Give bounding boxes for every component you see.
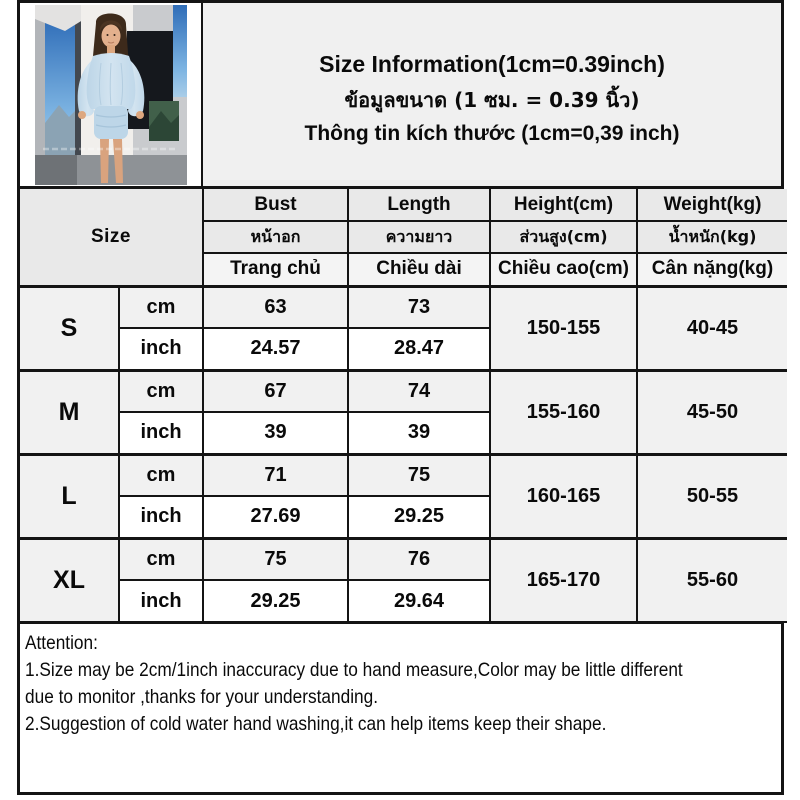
xl-length-inch: 29.64 (348, 580, 490, 622)
col-bust-en: Bust (203, 189, 348, 221)
unit-cm: cm (119, 370, 203, 412)
xl-height-range: 165-170 (490, 538, 637, 622)
size-label-m: M (20, 370, 119, 454)
xl-weight-range: 55-60 (637, 538, 787, 622)
row-xl-cm (20, 538, 787, 580)
title-vietnamese: Thông tin kích thước (1cm=0,39 inch) (304, 122, 680, 145)
m-bust-cm: 67 (203, 370, 348, 412)
xl-bust-cm: 75 (203, 538, 348, 580)
l-height-range: 160-165 (490, 454, 637, 538)
product-photo (20, 3, 203, 186)
l-bust-cm: 71 (203, 454, 348, 496)
m-length-cm: 74 (348, 370, 490, 412)
s-length-cm: 73 (348, 286, 490, 328)
m-height-range: 155-160 (490, 370, 637, 454)
s-height-range: 150-155 (490, 286, 637, 370)
s-weight-range: 40-45 (637, 286, 787, 370)
col-height-th: ส่วนสูง(cm) (490, 221, 637, 253)
s-bust-cm: 63 (203, 286, 348, 328)
l-weight-range: 50-55 (637, 454, 787, 538)
col-weight-th: น้ำหนัก(kg) (637, 221, 787, 253)
unit-inch: inch (119, 328, 203, 370)
attention-line-1: 1.Size may be 2cm/1inch inaccuracy due to hand measure,Color may be little different (25, 659, 683, 681)
unit-cm: cm (119, 454, 203, 496)
size-label-xl: XL (20, 538, 119, 622)
attention-line-3: 2.Suggestion of cold water hand washing,it can help items keep their shape. (25, 713, 607, 735)
l-length-cm: 75 (348, 454, 490, 496)
col-weight-en: Weight(kg) (637, 189, 787, 221)
size-chart-sheet (17, 0, 784, 795)
size-label-l: L (20, 454, 119, 538)
unit-inch: inch (119, 580, 203, 622)
row-l-cm (20, 454, 787, 496)
product-photo-illustration (35, 5, 187, 185)
m-length-inch: 39 (348, 412, 490, 454)
col-bust-vi: Trang chủ (203, 253, 348, 286)
size-label-s: S (20, 286, 119, 370)
s-bust-inch: 24.57 (203, 328, 348, 370)
m-bust-inch: 39 (203, 412, 348, 454)
row-s-cm (20, 286, 787, 328)
m-weight-range: 45-50 (637, 370, 787, 454)
unit-cm: cm (119, 538, 203, 580)
unit-inch: inch (119, 496, 203, 538)
col-length-th: ความยาว (348, 221, 490, 253)
col-length-vi: Chiều dài (348, 253, 490, 286)
header-section (20, 3, 781, 189)
size-info-title-block (203, 3, 781, 186)
title-english: Size Information(1cm=0.39inch) (319, 51, 665, 77)
size-table (20, 189, 787, 623)
unit-cm: cm (119, 286, 203, 328)
unit-inch: inch (119, 412, 203, 454)
s-length-inch: 28.47 (348, 328, 490, 370)
col-bust-th: หน้าอก (203, 221, 348, 253)
title-thai: ข้อมูลขนาด (1 ซม. = 0.39 นิ้ว) (344, 88, 640, 112)
col-weight-vi: Cân nặng(kg) (637, 253, 787, 286)
col-height-vi: Chiều cao(cm) (490, 253, 637, 286)
size-corner-label: Size (20, 189, 203, 286)
header-row-english (20, 189, 787, 221)
attention-section (20, 623, 781, 792)
xl-length-cm: 76 (348, 538, 490, 580)
attention-heading: Attention: (25, 632, 98, 654)
row-m-cm (20, 370, 787, 412)
l-bust-inch: 27.69 (203, 496, 348, 538)
l-length-inch: 29.25 (348, 496, 490, 538)
col-height-en: Height(cm) (490, 189, 637, 221)
xl-bust-inch: 29.25 (203, 580, 348, 622)
col-length-en: Length (348, 189, 490, 221)
attention-line-2: due to monitor ,thanks for your understanding. (25, 686, 379, 708)
